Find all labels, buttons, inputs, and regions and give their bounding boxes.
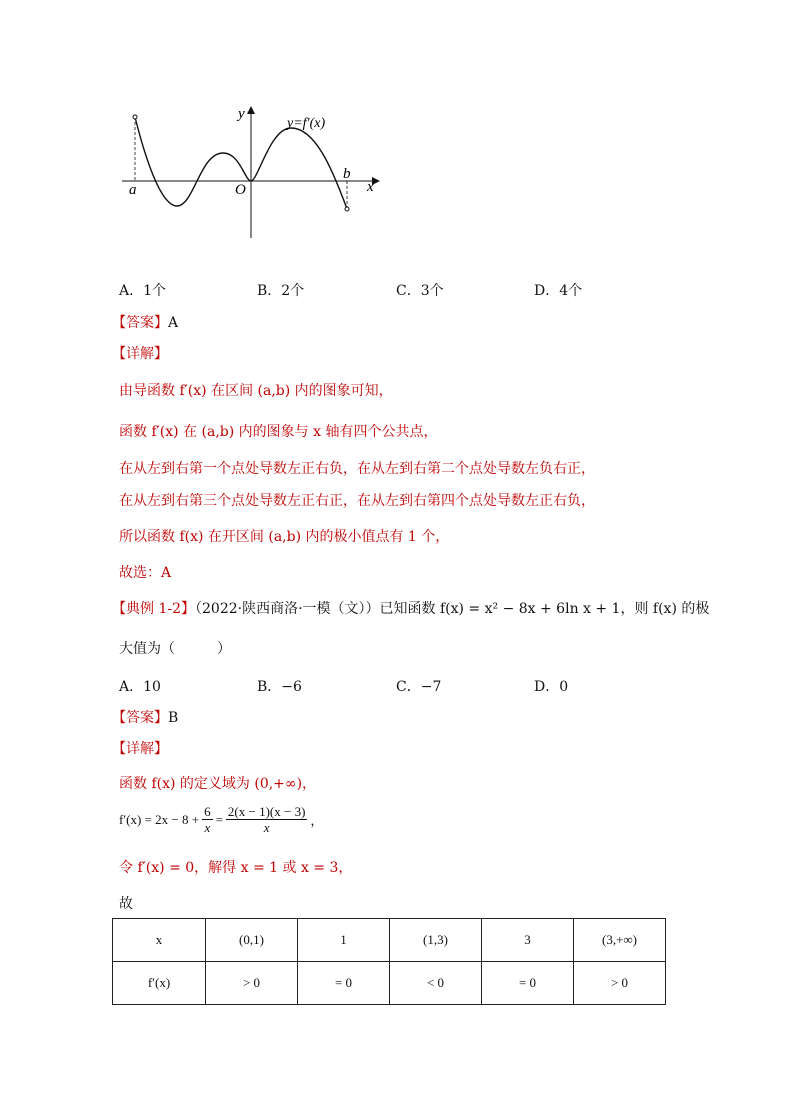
q2-option-b[interactable]: B．−6 <box>257 679 302 695</box>
q1-detail-tag: 【详解】 <box>112 346 168 362</box>
endpoint-a <box>133 115 137 119</box>
frac-denominator: x <box>263 820 270 835</box>
table-cell: 3 <box>482 919 574 962</box>
q1-option-b[interactable]: B．2个 <box>257 283 305 299</box>
function-label: y=f′(x) <box>287 116 326 131</box>
y-axis-arrow <box>247 106 255 114</box>
q2-option-c[interactable]: C．−7 <box>396 679 442 695</box>
q2-stem-line-2: 大值为（ ） <box>119 641 231 657</box>
q2-solve-line: 令 f′(x) = 0，解得 x = 1 或 x = 3， <box>119 860 353 876</box>
fraction-factored <box>226 804 307 835</box>
q2-stem-text: （2022·陕西商洛·一模（文））已知函数 f(x) = x² − 8x + 6ln x + 1，则 f(x) 的极 <box>195 601 710 617</box>
table-cell: = 0 <box>298 962 390 1005</box>
sign-table <box>112 918 666 1005</box>
q2-derivative-formula <box>119 804 323 835</box>
q1-answer <box>112 312 178 332</box>
q1-option-c[interactable]: C．3个 <box>396 283 444 299</box>
q1-option-a[interactable]: A．1个 <box>119 283 167 299</box>
point-b-label: b <box>343 166 351 182</box>
q2-detail-tag: 【详解】 <box>112 741 168 757</box>
q1-line-1: 由导函数 f′(x) 在区间 (a,b) 内的图象可知， <box>119 383 393 399</box>
answer-value: B <box>168 710 179 726</box>
q2-stem-line-1 <box>112 598 709 618</box>
table-cell: x <box>113 919 206 962</box>
table-cell: < 0 <box>390 962 482 1005</box>
q2-gu: 故 <box>119 896 133 912</box>
table-cell: (3,+∞) <box>574 919 666 962</box>
q2-domain-line: 函数 f(x) 的定义域为 (0,+∞)， <box>119 776 317 792</box>
origin-label: O <box>235 182 246 198</box>
q1-line-2: 函数 f′(x) 在 (a,b) 内的图象与 x 轴有四个公共点， <box>119 424 438 440</box>
answer-tag: 【答案】 <box>112 710 168 726</box>
deriv-end: ， <box>310 813 324 828</box>
table-cell: (1,3) <box>390 919 482 962</box>
table-cell: (0,1) <box>206 919 298 962</box>
table-row <box>113 919 666 962</box>
answer-tag: 【答案】 <box>112 315 168 331</box>
q1-option-d[interactable]: D．4个 <box>534 283 583 299</box>
q2-answer <box>112 707 178 727</box>
q1-line-6: 故选：A <box>119 565 172 581</box>
point-a-label: a <box>129 182 137 198</box>
q1-line-3: 在从左到右第一个点处导数左正右负，在从左到右第二个点处导数左负右正， <box>119 461 595 477</box>
frac-denominator: x <box>204 820 211 835</box>
q2-option-d[interactable]: D．0 <box>534 679 569 695</box>
fraction-6-over-x <box>202 804 213 835</box>
q1-line-4: 在从左到右第三个点处导数左正右正，在从左到右第四个点处导数左正右负， <box>119 493 595 509</box>
table-row <box>113 962 666 1005</box>
deriv-equals: = <box>215 811 223 827</box>
table-cell: f′(x) <box>113 962 206 1005</box>
y-axis-label: y <box>238 106 245 122</box>
frac-numerator: 2(x − 1)(x − 3) <box>227 804 306 819</box>
table-cell: > 0 <box>574 962 666 1005</box>
x-axis-label: x <box>367 179 374 195</box>
answer-value: A <box>168 315 179 331</box>
table-cell: > 0 <box>206 962 298 1005</box>
table-cell: 1 <box>298 919 390 962</box>
derivative-graph <box>110 98 390 246</box>
endpoint-b <box>345 207 349 211</box>
q2-tag: 【典例 1-2】 <box>112 601 195 617</box>
q1-line-5: 所以函数 f(x) 在开区间 (a,b) 内的极小值点有 1 个， <box>119 529 450 545</box>
deriv-lhs: f′(x) = 2x − 8 + <box>119 811 200 827</box>
table-cell: = 0 <box>482 962 574 1005</box>
frac-numerator: 6 <box>204 804 211 819</box>
q2-option-a[interactable]: A．10 <box>119 679 161 695</box>
